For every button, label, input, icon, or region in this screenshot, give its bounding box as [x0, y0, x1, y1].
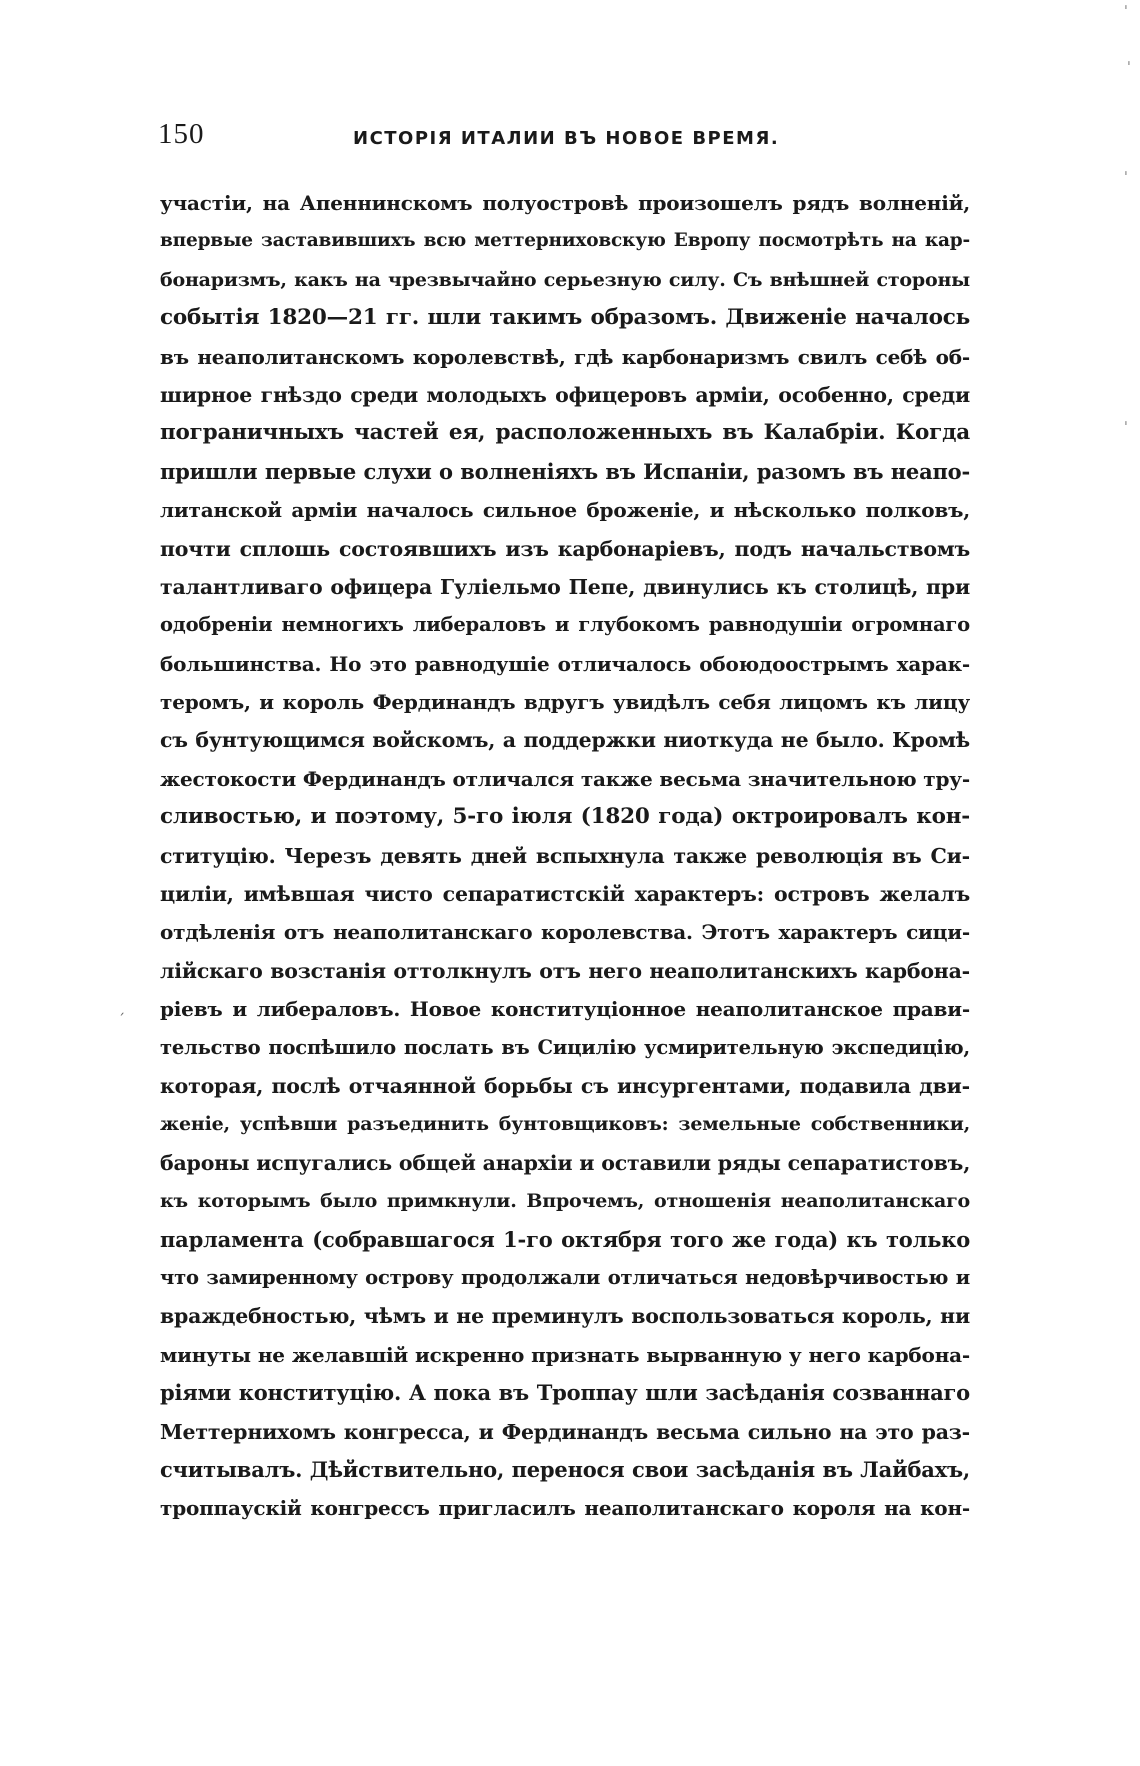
margin-tick: ˈ — [1124, 4, 1128, 20]
text-line: впервые заставившихъ всю меттерниховскую Европу посмотрѣть на кар- — [160, 230, 970, 252]
text-line: ріевъ и либераловъ. Новое конституціонное неаполитанское прави- — [160, 997, 970, 1022]
text-line: сливостью, и поэтому, 5-го іюля (1820 года) октроировалъ кон- — [160, 804, 970, 830]
text-line: бонаризмъ, какъ на чрезвычайно серьезную силу. Съ внѣшней стороны — [160, 268, 970, 291]
text-line: троппаускій конгрессъ пригласилъ неаполитанскаго короля на кон- — [160, 1496, 970, 1521]
text-line: что замиренному острову продолжали отличаться недовѣрчивостью и — [160, 1265, 970, 1289]
running-title: ИСТОРІЯ ИТАЛИИ ВЪ НОВОЕ ВРЕМЯ. — [353, 128, 780, 149]
text-line: Меттернихомъ конгресса, и Фердинандъ весьма сильно на это раз- — [160, 1419, 970, 1444]
text-line: пришли первые слухи о волненіяхъ въ Испаніи, разомъ въ неапо- — [160, 458, 970, 484]
text-line: бароны испугались общей анархіи и оставили ряды сепаратистовъ, — [160, 1150, 970, 1175]
text-line: циліи, имѣвшая чисто сепаратистскій характеръ: островъ желалъ — [160, 882, 970, 907]
text-line: лійскаго возстанія оттолкнулъ отъ него неаполитанскихъ карбона- — [160, 958, 970, 983]
text-line: къ которымъ было примкнули. Впрочемъ, отношенія неаполитанскаго — [160, 1190, 970, 1213]
margin-tick: ˈ — [1124, 170, 1128, 186]
text-line: враждебностью, чѣмъ и не преминулъ воспользоваться король, ни — [160, 1304, 970, 1329]
text-line: которая, послѣ отчаянной борьбы съ инсургентами, подавила дви- — [160, 1073, 970, 1098]
text-line: ституцію. Черезъ девять дней вспыхнула также революція въ Си- — [160, 843, 970, 868]
text-line: съ бунтующимся войскомъ, а поддержки ниоткуда не было. Кромѣ — [160, 728, 970, 753]
text-line: минуты не желавшій искренно признать вырванную у него карбона- — [160, 1342, 970, 1367]
text-line: жестокости Фердинандъ отличался также весьма значительною тру- — [160, 766, 970, 791]
text-line: литанской арміи началось сильное броженіе, и нѣсколько полковъ, — [160, 498, 970, 523]
text-line: участіи, на Апеннинскомъ полуостровѣ произошелъ рядъ волненій, — [160, 191, 970, 215]
page-header — [158, 118, 968, 158]
text-line: теромъ, и король Фердинандъ вдругъ увидѣлъ себя лицомъ къ лицу — [160, 690, 970, 715]
text-line: одобреніи немногихъ либераловъ и глубокомъ равнодушіи огромнаго — [160, 613, 970, 637]
text-line: ріями конституцію. А пока въ Троппау шли засѣданія созваннаго — [160, 1380, 970, 1406]
text-line: талантливаго офицера Гуліельмо Пепе, двинулись къ столицѣ, при — [160, 574, 970, 599]
text-line: отдѣленія отъ неаполитанскаго королевства. Этотъ характеръ сици- — [160, 920, 970, 945]
text-line: ширное гнѣздо среди молодыхъ офицеровъ арміи, особенно, среди — [160, 382, 970, 407]
text-line: событія 1820—21 гг. шли такимъ образомъ. Движеніе началось — [160, 305, 970, 331]
text-line: считывалъ. Дѣйствительно, перенося свои засѣданія въ Лайбахъ, — [160, 1456, 970, 1482]
text-line: женіе, успѣвши разъединить бунтовщиковъ: земельные собственники, — [160, 1113, 970, 1136]
text-line: почти сплошь состоявшихъ изъ карбонаріевъ, подъ начальствомъ — [160, 536, 970, 561]
page-number: 150 — [158, 118, 205, 150]
text-line: въ неаполитанскомъ королевствѣ, гдѣ карбонаризмъ свилъ себѣ об- — [160, 344, 970, 369]
text-line: парламента (собравшагося 1-го октября того же года) къ только — [160, 1226, 970, 1252]
text-line: большинства. Но это равнодушіе отличалось обоюдоострымъ харак- — [160, 651, 970, 676]
margin-tick: ˈ — [1124, 420, 1128, 436]
text-line: тельство поспѣшило послать въ Сицилію усмирительную экспедицію, — [160, 1035, 970, 1059]
body-text — [160, 184, 970, 1528]
margin-tick: ˈ — [1127, 60, 1131, 76]
margin-tick: ˏ — [118, 1000, 125, 1016]
text-line: пограничныхъ частей ея, расположенныхъ въ Калабріи. Когда — [160, 420, 970, 446]
